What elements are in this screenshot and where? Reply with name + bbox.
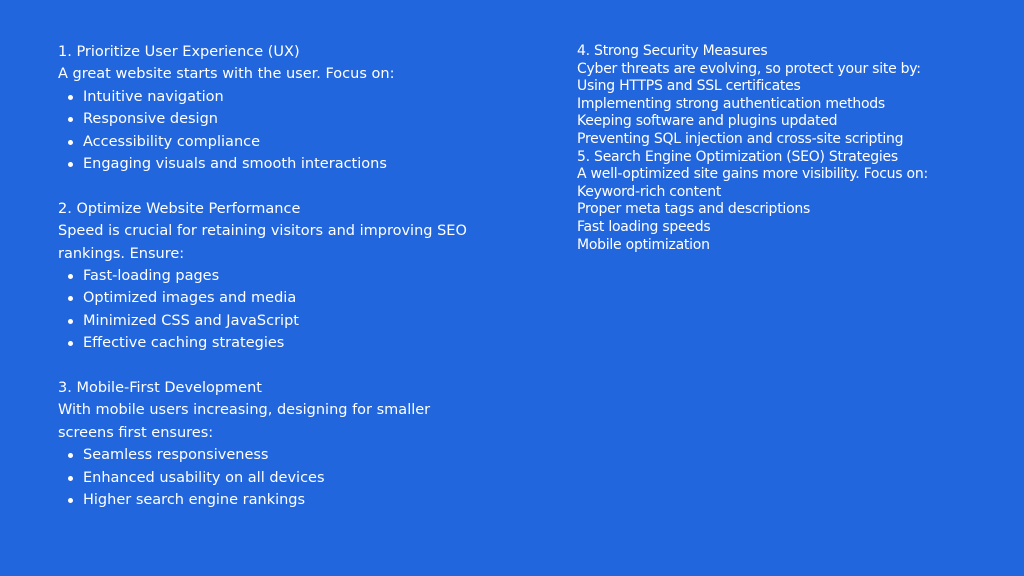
list-item: Proper meta tags and descriptions bbox=[577, 201, 811, 218]
bullet-item: Effective caching strategies bbox=[58, 332, 528, 354]
left-column bbox=[58, 41, 528, 512]
section-intro: Cyber threats are evolving, so protect your site by: bbox=[577, 60, 921, 77]
list-item: Implementing strong authentication methods bbox=[577, 95, 885, 112]
section-title: 4. Strong Security Measures bbox=[577, 43, 768, 59]
bullet-list bbox=[58, 444, 528, 511]
bullet-item: Higher search engine rankings bbox=[58, 489, 528, 511]
bullet-item: Optimized images and media bbox=[58, 287, 528, 309]
list-item: Preventing SQL injection and cross-site scripting bbox=[577, 130, 904, 147]
bullet-list bbox=[58, 265, 528, 355]
bullet-item: Accessibility compliance bbox=[58, 131, 528, 153]
right-column bbox=[577, 43, 1017, 254]
section-intro: With mobile users increasing, designing for smaller screens first ensures: bbox=[58, 402, 431, 441]
spacer bbox=[58, 175, 528, 197]
section-intro: A well-optimized site gains more visibility. Focus on: bbox=[577, 166, 928, 183]
section-performance bbox=[58, 198, 528, 355]
bullet-item: Responsive design bbox=[58, 108, 528, 130]
spacer bbox=[58, 355, 528, 377]
list-item: Mobile optimization bbox=[577, 236, 710, 253]
bullet-item: Engaging visuals and smooth interactions bbox=[58, 153, 528, 175]
bullet-item: Seamless responsiveness bbox=[58, 444, 528, 466]
bullet-item: Enhanced usability on all devices bbox=[58, 467, 528, 489]
section-mobile-first bbox=[58, 377, 528, 511]
list-item: Fast loading speeds bbox=[577, 218, 711, 235]
section-title: 5. Search Engine Optimization (SEO) Strategies bbox=[577, 148, 898, 165]
section-title: 1. Prioritize User Experience (UX) bbox=[58, 44, 300, 60]
list-item: Keyword-rich content bbox=[577, 183, 722, 200]
list-item: Keeping software and plugins updated bbox=[577, 113, 838, 130]
bullet-list bbox=[58, 86, 528, 176]
section-ux bbox=[58, 41, 528, 175]
section-title: 3. Mobile-First Development bbox=[58, 380, 262, 397]
bullet-item: Intuitive navigation bbox=[58, 86, 528, 108]
bullet-item: Fast-loading pages bbox=[58, 265, 528, 287]
list-item: Using HTTPS and SSL certificates bbox=[577, 78, 801, 95]
section-title: 2. Optimize Website Performance bbox=[58, 200, 301, 217]
section-intro: Speed is crucial for retaining visitors and improving SEO rankings. Ensure: bbox=[58, 223, 467, 262]
bullet-item: Minimized CSS and JavaScript bbox=[58, 310, 528, 332]
section-intro: A great website starts with the user. Focus on: bbox=[58, 66, 395, 83]
